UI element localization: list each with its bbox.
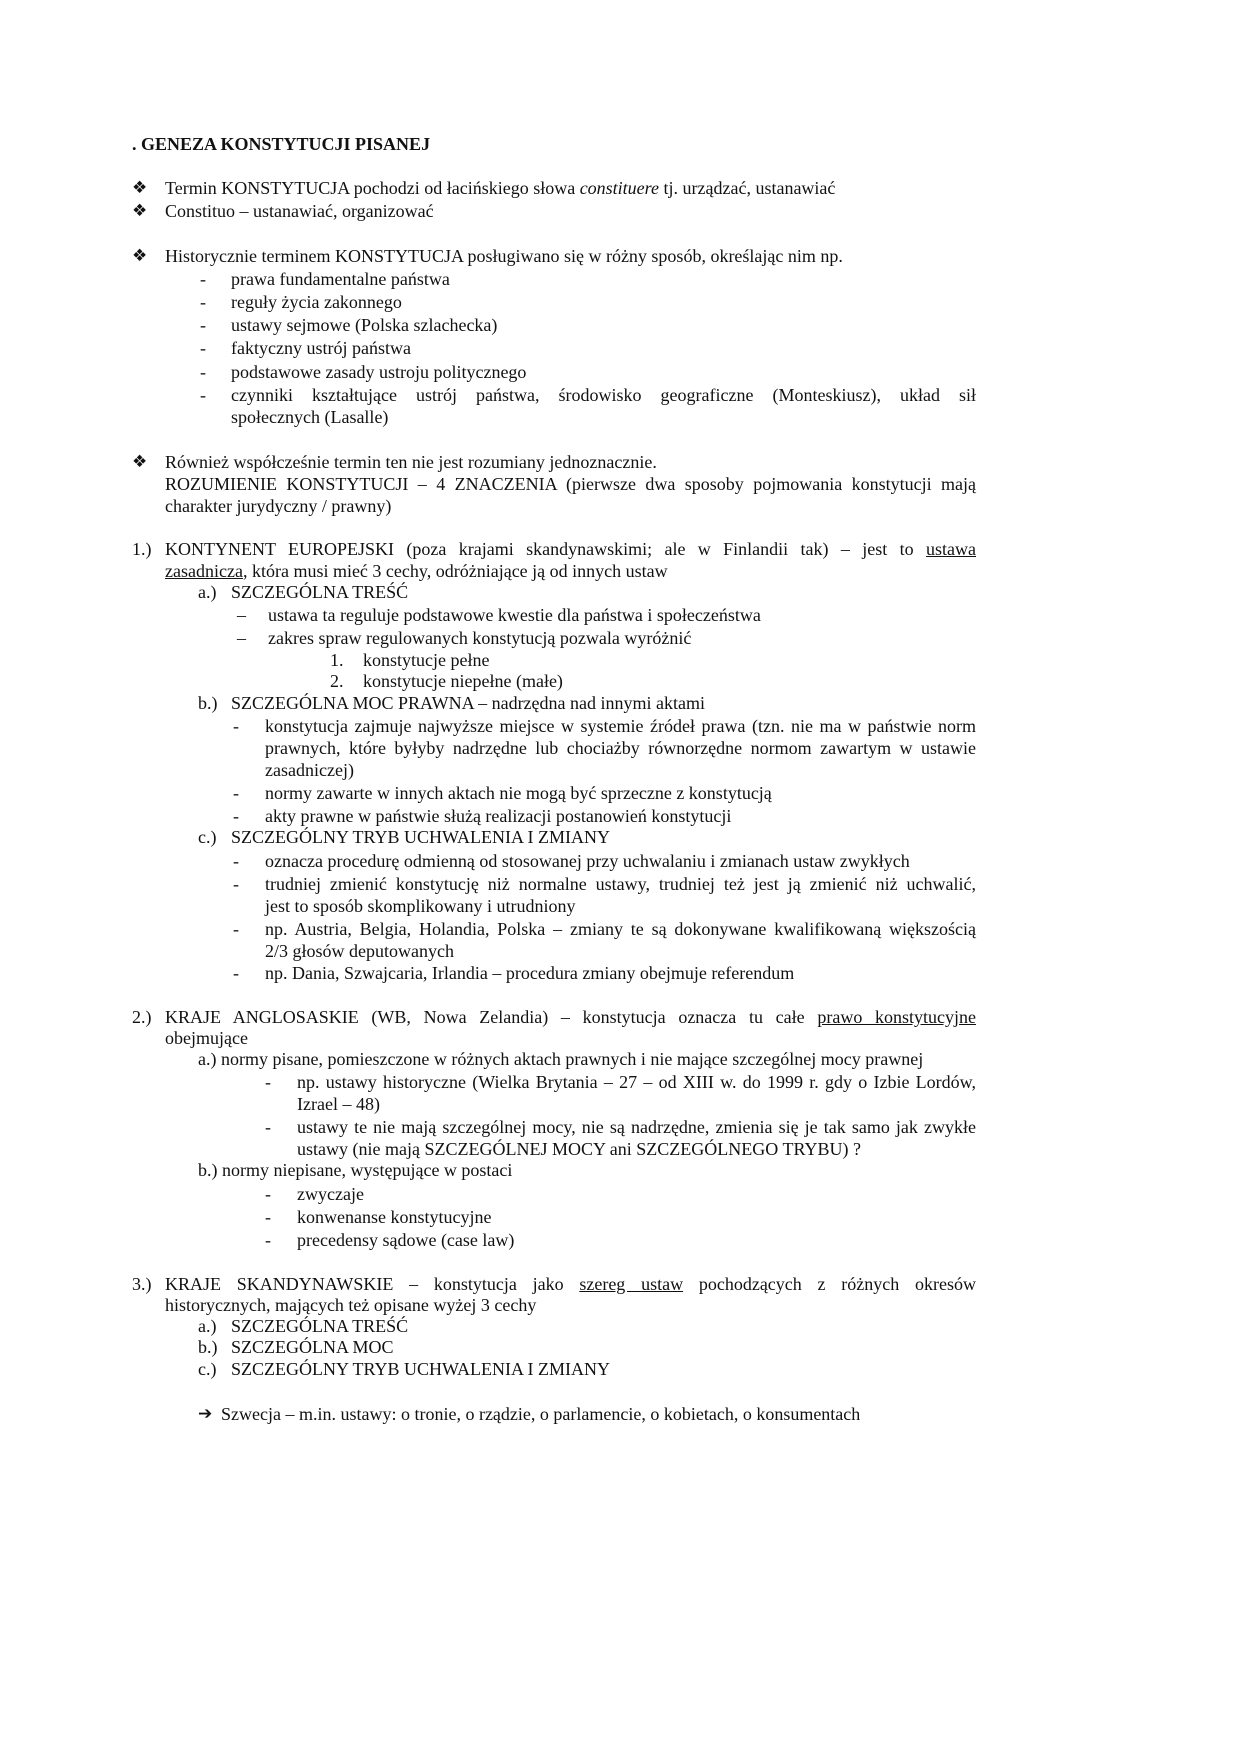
diamond-bullet-icon: ❖	[132, 201, 148, 221]
list-item-continued: Izrael – 48)	[297, 1094, 380, 1114]
sub-title: SZCZEGÓLNA TREŚĆ	[231, 1316, 409, 1336]
dash: –	[237, 628, 246, 648]
rozumienie-line: ROZUMIENIE KONSTYTUCJI – 4 ZNACZENIA (pierwsze dwa sposoby pojmowania konstytucji mają	[165, 474, 976, 494]
dash: -	[265, 1207, 271, 1227]
list-item-continued: jest to sposób skomplikowany i utrudniony	[265, 896, 576, 916]
numbered-label: 1.	[330, 650, 344, 670]
diamond-bullet-icon: ❖	[132, 452, 148, 472]
list-item: faktyczny ustrój państwa	[231, 338, 411, 358]
list-item: podstawowe zasady ustroju politycznego	[231, 362, 527, 382]
arrow-note: Szwecja – m.in. ustawy: o tronie, o rządzie, o parlamencie, o kobietach, o konsumentach	[221, 1404, 861, 1424]
list-item: reguły życia zakonnego	[231, 292, 402, 312]
section-1-heading-continued: zasadnicza, która musi mieć 3 cechy, odróżniające ją od innych ustaw	[165, 561, 668, 581]
list-item-continued: zasadniczej)	[265, 760, 354, 780]
sub-label: c.)	[198, 827, 217, 847]
list-item: oznacza procedurę odmienną od stosowanej przy uchwalaniu i zmianach ustaw zwykłych	[265, 851, 910, 871]
list-item: konwenanse konstytucyjne	[297, 1207, 492, 1227]
latin-word: constituere	[579, 178, 659, 198]
list-item: ustawa ta reguluje podstawowe kwestie dla państwa i społeczeństwa	[268, 605, 761, 625]
rozumienie-line-continued: charakter jurydyczny / prawny)	[165, 496, 392, 516]
dash: -	[265, 1230, 271, 1250]
dash: -	[265, 1072, 271, 1092]
list-item: np. ustawy historyczne (Wielka Brytania – 27 – od XIII w. do 1999 r. gdy o Izbie Lordów,	[297, 1072, 976, 1092]
dash: -	[233, 716, 239, 736]
list-item: zakres spraw regulowanych konstytucją pozwala wyróżnić	[268, 628, 692, 648]
dash: -	[200, 269, 206, 289]
list-item: prawa fundamentalne państwa	[231, 269, 450, 289]
section-3-heading: KRAJE SKANDYNAWSKIE – konstytucja jako szereg ustaw pochodzących z różnych okresów	[165, 1274, 977, 1294]
dash: -	[200, 338, 206, 358]
sub-title: SZCZEGÓLNA TREŚĆ	[231, 582, 409, 602]
dash: -	[265, 1184, 271, 1204]
sub-item: b.) normy niepisane, występujące w postaci	[198, 1160, 513, 1180]
dash: -	[200, 385, 206, 405]
bullet-wspolczesnie: Również współcześnie termin ten nie jest rozumiany jednoznacznie.	[165, 452, 657, 472]
dash: -	[233, 874, 239, 894]
sub-label: a.)	[198, 1316, 217, 1336]
bullet-termin: Termin KONSTYTUCJA pochodzi od łacińskiego słowa constituere tj. urządzać, ustanawiać	[165, 178, 836, 198]
dash: -	[233, 806, 239, 826]
list-item: ustawy sejmowe (Polska szlachecka)	[231, 315, 498, 335]
dash: -	[233, 919, 239, 939]
list-item-continued: ustawy (nie mają SZCZEGÓLNEJ MOCY ani SZCZEGÓLNEGO TRYBU) ?	[297, 1139, 861, 1159]
bullet-historycznie: Historycznie terminem KONSTYTUCJA posługiwano się w różny sposób, określając nim np.	[165, 246, 843, 266]
list-item-continued: prawnych, które byłyby nadrzędne lub chociażby równorzędne normom zawartym w ustawie	[265, 738, 976, 758]
list-item: konstytucja zajmuje najwyższe miejsce w systemie źródeł prawa (tzn. nie ma w państwie norm	[265, 716, 976, 736]
dash: -	[233, 963, 239, 983]
bullet-constituo: Constituo – ustanawiać, organizować	[165, 201, 434, 221]
section-2-heading-continued: obejmujące	[165, 1028, 248, 1048]
sub-title: SZCZEGÓLNA MOC	[231, 1337, 394, 1357]
list-item: ustawy te nie mają szczególnej mocy, nie są nadrzędne, zmienia się je tak samo jak zwykłe	[297, 1117, 976, 1137]
sub-title: SZCZEGÓLNY TRYB UCHWALENIA I ZMIANY	[231, 1359, 610, 1379]
list-item-continued: 2/3 głosów deputowanych	[265, 941, 454, 961]
diamond-bullet-icon: ❖	[132, 178, 148, 198]
sub-label: c.)	[198, 1359, 217, 1379]
section-2-heading: KRAJE ANGLOSASKIE (WB, Nowa Zelandia) – konstytucja oznacza tu całe prawo konstytucyjne	[165, 1007, 977, 1027]
dash: -	[200, 292, 206, 312]
list-item: trudniej zmienić konstytucję niż normalne ustawy, trudniej też jest ją zmienić niż uchwalić,	[265, 874, 976, 894]
dash: -	[200, 362, 206, 382]
numbered-item: konstytucje pełne	[363, 650, 490, 670]
right-arrow-icon: ➔	[198, 1404, 213, 1424]
list-item: np. Dania, Szwajcaria, Irlandia – procedura zmiany obejmuje referendum	[265, 963, 795, 983]
section-number: 3.)	[132, 1274, 152, 1294]
sub-item: a.) normy pisane, pomieszczone w różnych aktach prawnych i nie mające szczególnej mocy prawnej	[198, 1049, 924, 1069]
dash: -	[233, 783, 239, 803]
list-item: normy zawarte w innych aktach nie mogą być sprzeczne z konstytucją	[265, 783, 772, 803]
section-number: 2.)	[132, 1007, 152, 1027]
sub-label: b.)	[198, 1337, 218, 1357]
sub-title: SZCZEGÓLNY TRYB UCHWALENIA I ZMIANY	[231, 827, 610, 847]
numbered-item: konstytucje niepełne (małe)	[363, 671, 563, 691]
dash: -	[200, 315, 206, 335]
list-item: precedensy sądowe (case law)	[297, 1230, 515, 1250]
list-item: czynniki kształtujące ustrój państwa, środowisko geograficzne (Monteskiusz), układ sił	[231, 385, 976, 405]
section-number: 1.)	[132, 539, 152, 559]
section-1-heading: KONTYNENT EUROPEJSKI (poza krajami skandynawskimi; ale w Finlandii tak) – jest to ustawa	[165, 539, 976, 559]
sub-label: b.)	[198, 693, 218, 713]
sub-label: a.)	[198, 582, 217, 602]
dash: -	[233, 851, 239, 871]
numbered-label: 2.	[330, 671, 344, 691]
dash: -	[265, 1117, 271, 1137]
dash: –	[237, 605, 246, 625]
list-item: zwyczaje	[297, 1184, 364, 1204]
list-item: np. Austria, Belgia, Holandia, Polska – zmiany te są dokonywane kwalifikowaną większością	[265, 919, 976, 939]
list-item-continued: społecznych (Lasalle)	[231, 407, 389, 427]
document-title: . GENEZA KONSTYTUCJI PISANEJ	[132, 134, 431, 154]
diamond-bullet-icon: ❖	[132, 246, 148, 266]
list-item: akty prawne w państwie służą realizacji postanowień konstytucji	[265, 806, 732, 826]
section-3-heading-continued: historycznych, mających też opisane wyżej 3 cechy	[165, 1295, 537, 1315]
sub-title: SZCZEGÓLNA MOC PRAWNA – nadrzędna nad innymi aktami	[231, 693, 706, 713]
